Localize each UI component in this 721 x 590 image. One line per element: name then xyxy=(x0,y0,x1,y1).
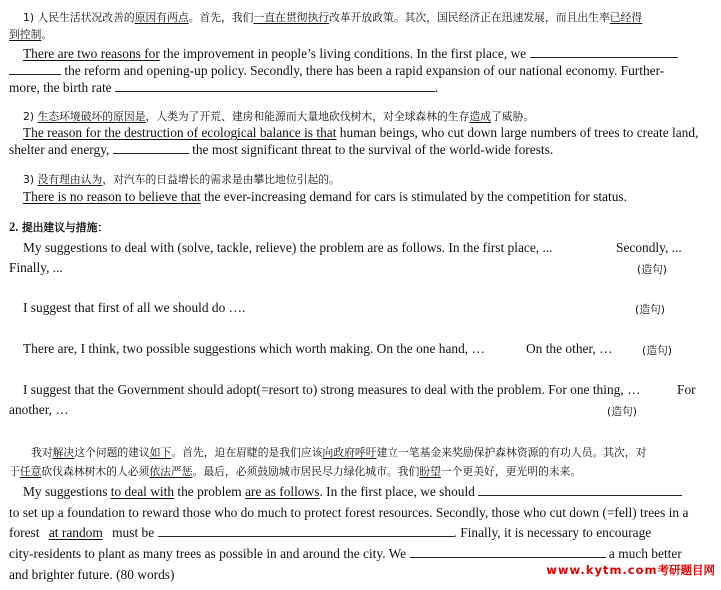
exercise-en-text: . Finally, it is necessary to encourage xyxy=(453,525,652,540)
item2-en-text: the most significant threat to the survival of the world-wide forests. xyxy=(192,142,554,157)
exercise-cn-underlined: 盼望 xyxy=(419,465,441,478)
pattern3-line xyxy=(23,340,485,357)
item1-cn-underlined-implement: 一直在贯彻执行 xyxy=(253,11,330,24)
item1-answer-blank[interactable] xyxy=(530,45,678,58)
item1-en-text: the reform and opening-up policy. Secondly, there has been a rapid expansion of our national economy. Further- xyxy=(64,63,665,78)
item3-en-key-phrase: There is no reason to believe that xyxy=(23,189,201,204)
pattern4-for xyxy=(677,381,696,398)
pattern1-text: Finally, ... xyxy=(9,260,63,275)
pattern3-text: There are, I think, two possible suggestions which worth making. On the one hand, … xyxy=(23,341,485,356)
item3-cn-underlined-phrase: 没有理由认为 xyxy=(37,173,103,186)
pattern2-line xyxy=(23,299,245,316)
exercise-cn-text: 砍伐森林树木的人必须 xyxy=(41,465,150,478)
item1-cn-text: 。首先，我们 xyxy=(188,11,254,24)
item1-chinese-line2 xyxy=(9,26,52,43)
item3-chinese-line xyxy=(23,171,340,188)
section2-heading-title: 提出建议与措施： xyxy=(21,221,109,234)
exercise-cn-text: 这个问题的建议 xyxy=(74,446,150,459)
pattern3-text: On the other, … xyxy=(526,341,613,356)
exercise-en-text: and brighter future. (80 words) xyxy=(9,567,175,582)
item2-cn-underlined-cause: 造成 xyxy=(469,110,491,123)
pattern4-text: another, … xyxy=(9,402,69,417)
exercise-english-line4 xyxy=(9,545,682,562)
item1-en-text: . xyxy=(434,80,439,95)
exercise-cn-underlined: 解决 xyxy=(52,446,75,459)
item2-cn-text: ，人类为了开荒、建房和能源而大量地砍伐树木，对全球森林的生存 xyxy=(145,110,470,123)
pattern2-text: I suggest that first of all we should do …. xyxy=(23,300,246,315)
exercise-english-line2 xyxy=(9,504,688,521)
item2-en-text: human beings, who cut down large numbers of trees to create land, xyxy=(336,125,699,140)
exercise-cn-text: 。最后，必须鼓励城市居民尽力绿化城市。我们 xyxy=(192,465,420,478)
item2-number: 2) xyxy=(23,110,35,123)
pattern1-make-sentence-tag xyxy=(637,261,667,278)
item1-cn-underlined-control: 到控制 xyxy=(9,28,42,41)
item1-cn-underlined-controlled: 已经得 xyxy=(609,11,643,24)
make-sentence-label: (造句) xyxy=(637,263,668,276)
pattern4-text: For xyxy=(677,382,696,397)
item1-en-text: more, the birth rate xyxy=(9,80,112,95)
pattern1-secondly xyxy=(616,239,682,256)
item1-birthrate-blank[interactable] xyxy=(115,79,435,92)
exercise-answer-blank-3[interactable] xyxy=(410,545,606,558)
exercise-english-line1 xyxy=(23,483,682,500)
item1-en-text: the improvement in people’s living conditions. In the first place, we xyxy=(159,46,527,61)
exercise-cn-underlined: 向政府呼吁 xyxy=(322,446,377,459)
watermark-url: www.kytm.com xyxy=(546,563,658,577)
exercise-cn-text: 我对 xyxy=(31,446,53,459)
item3-cn-text: ，对汽车的日益增长的需求是由攀比地位引起的。 xyxy=(102,173,340,186)
pattern3-make-sentence-tag xyxy=(642,342,672,359)
item1-answer-blank-cont[interactable] xyxy=(9,62,61,75)
exercise-en-key-phrase: are as follows xyxy=(245,484,320,499)
item1-cn-text: 。 xyxy=(41,28,53,41)
item2-en-key-phrase: The reason for the destruction of ecological balance is that xyxy=(23,125,337,140)
exercise-answer-blank-1[interactable] xyxy=(478,483,682,496)
section2-heading-number: 2. xyxy=(9,220,19,234)
item3-en-text: the ever-increasing demand for cars is stimulated by the competition for status. xyxy=(200,189,627,204)
item2-answer-blank[interactable] xyxy=(113,141,189,154)
make-sentence-label: (造句) xyxy=(635,303,666,316)
exercise-en-key-phrase: to deal with xyxy=(110,484,175,499)
pattern4-text: I suggest that the Government should adopt(=resort to) strong measures to deal with the problem. For one thing, … xyxy=(23,382,641,397)
item1-english-line2 xyxy=(9,62,664,79)
section2-heading xyxy=(9,218,108,236)
exercise-en-text: a much better xyxy=(608,546,682,561)
pattern1-text: Secondly, ... xyxy=(616,240,682,255)
exercise-cn-text: 一个更美好，更光明的未来。 xyxy=(440,465,582,478)
exercise-cn-underlined: 依法严惩 xyxy=(149,465,193,478)
watermark-name: 考研题目网 xyxy=(657,563,715,577)
exercise-en-key-phrase: at random xyxy=(48,525,103,540)
item1-en-key-phrase: There are two reasons for xyxy=(23,46,160,61)
pattern1-text: My suggestions to deal with (solve, tackle, relieve) the problem are as follows. In the first place, ... xyxy=(23,240,553,255)
pattern4-line1 xyxy=(23,381,640,398)
exercise-cn-underlined: 如下 xyxy=(149,446,172,459)
pattern1-line2 xyxy=(9,259,63,276)
item1-chinese-line1 xyxy=(23,9,642,26)
item2-cn-text: 了威胁。 xyxy=(491,110,535,123)
exercise-cn-text: 。首先，迫在眉睫的是我们应该 xyxy=(171,446,323,459)
pattern4-line2 xyxy=(9,401,69,418)
site-watermark xyxy=(546,562,715,578)
exercise-en-text: the problem xyxy=(174,484,246,499)
item2-cn-underlined-reason: 生态环境破坏的原因是 xyxy=(37,110,146,123)
pattern2-make-sentence-tag xyxy=(635,301,665,318)
exercise-english-line5 xyxy=(9,566,174,583)
exercise-english-line3 xyxy=(9,524,651,541)
exercise-chinese-line2 xyxy=(9,463,581,480)
make-sentence-label: (造句) xyxy=(642,344,673,357)
exercise-answer-blank-2[interactable] xyxy=(158,524,454,537)
item1-english-line3 xyxy=(9,79,438,96)
exercise-en-text: city-residents to plant as many trees as possible in and around the city. We xyxy=(9,546,407,561)
item3-english-line xyxy=(23,188,627,205)
exercise-en-text: My suggestions xyxy=(23,484,111,499)
make-sentence-label: (造句) xyxy=(607,405,638,418)
pattern1-line1 xyxy=(23,239,553,256)
item2-english-line1 xyxy=(23,124,698,141)
item2-chinese-line xyxy=(23,108,534,125)
exercise-cn-text: 于 xyxy=(9,465,20,478)
item2-english-line2 xyxy=(9,141,553,158)
item2-en-text: shelter and energy, xyxy=(9,142,110,157)
exercise-chinese-line1 xyxy=(31,444,646,461)
pattern3-other xyxy=(526,340,612,357)
exercise-cn-text: 建立一笔基金来奖励保护森林资源的有功人员。其次，对 xyxy=(376,446,647,459)
item1-cn-text: 人民生活状况改善的 xyxy=(37,11,135,24)
exercise-en-text: forest xyxy=(9,525,40,540)
item3-number: 3) xyxy=(23,173,35,186)
pattern4-make-sentence-tag xyxy=(607,403,637,420)
item1-number: 1) xyxy=(23,11,35,24)
item1-cn-text: 改革开放政策。其次，国民经济正在迅速发展，而且出生率 xyxy=(329,11,610,24)
exercise-en-text: to set up a foundation to reward those who do much to protect forest resources. Secondly, those who cut down (=fell) trees in a xyxy=(9,505,689,520)
item1-cn-underlined-reasons: 原因有两点 xyxy=(134,11,189,24)
item1-english-line1 xyxy=(23,45,678,62)
exercise-en-text: must be xyxy=(112,525,155,540)
exercise-cn-underlined: 任意 xyxy=(19,465,42,478)
exercise-en-text: . In the first place, we should xyxy=(319,484,475,499)
